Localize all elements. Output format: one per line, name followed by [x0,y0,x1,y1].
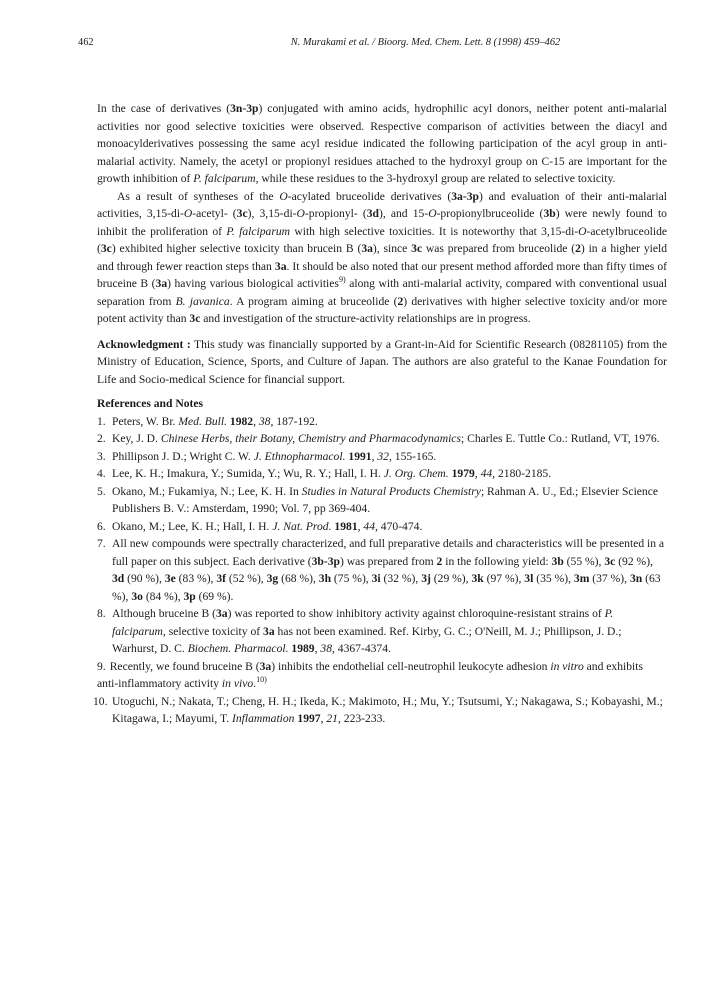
journal-citation: N. Murakami et al. / Bioorg. Med. Chem. Lett. 8 (1998) 459–462 [290,37,561,48]
reference-item [97,430,667,448]
acknowledgment [97,336,667,389]
reference-number: 1. [97,414,106,428]
reference-item [93,693,667,728]
reference-item [97,465,667,483]
reference-item [97,413,667,431]
paragraph-amino-acid-derivatives: In the case of derivatives (3n-3p) conjugated with amino acids, hydrophilic acyl donors, neither potent anti-malarial activities nor good selective toxicities were observed. Respective comparison of activities between the diacyl and monoacylderivatives possessing the same acyl residue indicated the following participation of the acyl group in anti-malarial activity. Namely, the acetyl or propionyl residues attached to the hydroxyl group on C-15 are important for the growth inhibition of P. falciparum, while these residues to the 3-hydroxyl group are related to selective toxicity. [97,102,667,185]
reference-number: 9. [97,659,106,673]
reference-number: 6. [97,519,106,533]
reference-text: Although bruceine B (3a) was reported to show inhibitory activity against chloroquine-resistant strains of P. falciparum, selective toxicity of 3a has not been examined. Ref. Kirby, G. C.; O'Neill, M. J.; Phillipson, J. D.; Warhurst, D. C. Biochem. Pharmacol. 1989, 38, 4367-4374. [112,607,622,655]
reference-text: Lee, K. H.; Imakura, Y.; Sumida, Y.; Wu, R. Y.; Hall, I. H. J. Org. Chem. 1979, 44, 2180-2185. [112,467,552,480]
reference-text: Okano, M.; Lee, K. H.; Hall, I. H. J. Nat. Prod. 1981, 44, 470-474. [112,519,423,533]
reference-text: Okano, M.; Fukamiya, N.; Lee, K. H. In Studies in Natural Products Chemistry; Rahman A. U., Ed.; Elsevier Science Publishers B. V.: Amsterdam, 1990; Vol. 7, pp 369-404. [112,484,659,515]
reference-number: 3. [97,449,106,463]
reference-number: 4. [97,467,106,480]
reference-text: Key, J. D. Chinese Herbs, their Botany, Chemistry and Pharmacodynamics; Charles E. Tuttle Co.: Rutland, VT, 1976. [112,432,660,445]
body-text [93,100,668,728]
reference-number: 5. [97,484,106,498]
reference-text: Peters, W. Br. Med. Bull. 1982, 38, 187-192. [112,414,318,428]
reference-item [97,535,667,605]
references-heading: References and Notes [97,397,204,410]
reference-number: 10. [93,694,108,708]
reference-item [97,448,667,466]
reference-item [97,518,667,536]
reference-number: 2. [97,432,106,445]
acknowledgment-label: Acknowledgment : [97,337,191,351]
reference-text: Recently, we found bruceine B (3a) inhibits the endothelial cell-neutrophil leukocyte adhesion in vitro and exhibits anti-inflammatory activity in vivo.$^{10)}$ [97,659,643,690]
reference-text: Phillipson J. D.; Wright C. W. J. Ethnopharmacol. 1991, 32, 155-165. [112,449,437,463]
reference-item [97,605,667,658]
reference-text: Utoguchi, N.; Nakata, T.; Cheng, H. H.; Ikeda, K.; Makimoto, H.; Mu, Y.; Tsutsumi, Y.; Nakagawa, S.; Kobayashi, M.; Kitagawa, I.; Mayumi, T. Inflammation 1997, 21, 223-233. [112,694,663,725]
reference-item [97,658,667,693]
reference-text: All new compounds were spectrally characterized, and full preparative details and characteristics will be presented in a full paper on this subject. Each derivative (3b-3p) was prepared from 2 in the following yield: 3b (55 %), 3c (92 %), 3d (90 %), 3e (83 %), 3f (52 %), 3g (68 %), 3h (75 %), 3i (32 %), 3j (29 %), 3k (97 %), 3l (35 %), 3m (37 %), 3n (63 %), 3o (84 %), 3p (69 %). [112,537,665,603]
acknowledgment-body: This study was financially supported by a Grant-in-Aid for Scientific Research (08281105) from the Ministry of Education, Science, Sports, and Culture of Japan. The authors are also grateful to the Kanae Foundation for Life and Socio-medical Science for financial support. [97,337,667,386]
page-number: 462 [78,37,94,48]
reference-number: 7. [97,537,106,550]
reference-number: 8. [97,607,106,620]
reference-item [97,483,667,518]
paragraph-results-summary: As a result of syntheses of the O-acylated bruceolide derivatives (3a-3p) and evaluation of their anti-malarial activities, 3,15-di-O-acetyl- (3c), 3,15-di-O-propionyl- (3d), and 15-O-propionylbruceolide (3b) were newly found to inhibit the proliferation of P. falciparum with high selective toxicities. It is noteworthy that 3,15-di-O-acetylbruceolide (3c) exhibited higher selective toxicity than brucein B (3a), since 3c was prepared from bruceolide (2) in a higher yield and through fewer reaction steps than 3a. It should be also noted that our present method afforded more than fifty times of bruceine B (3a) having various biological activities$^{9)}$ along with anti-malarial activity, compared with conventional usual separation from B. javanica. A program aiming at bruceolide (2) derivatives with higher selective toxicity and/or more potent activity than 3c and investigation of the structure-activity relationships are in progress. [97,189,668,325]
references-list [93,413,667,728]
